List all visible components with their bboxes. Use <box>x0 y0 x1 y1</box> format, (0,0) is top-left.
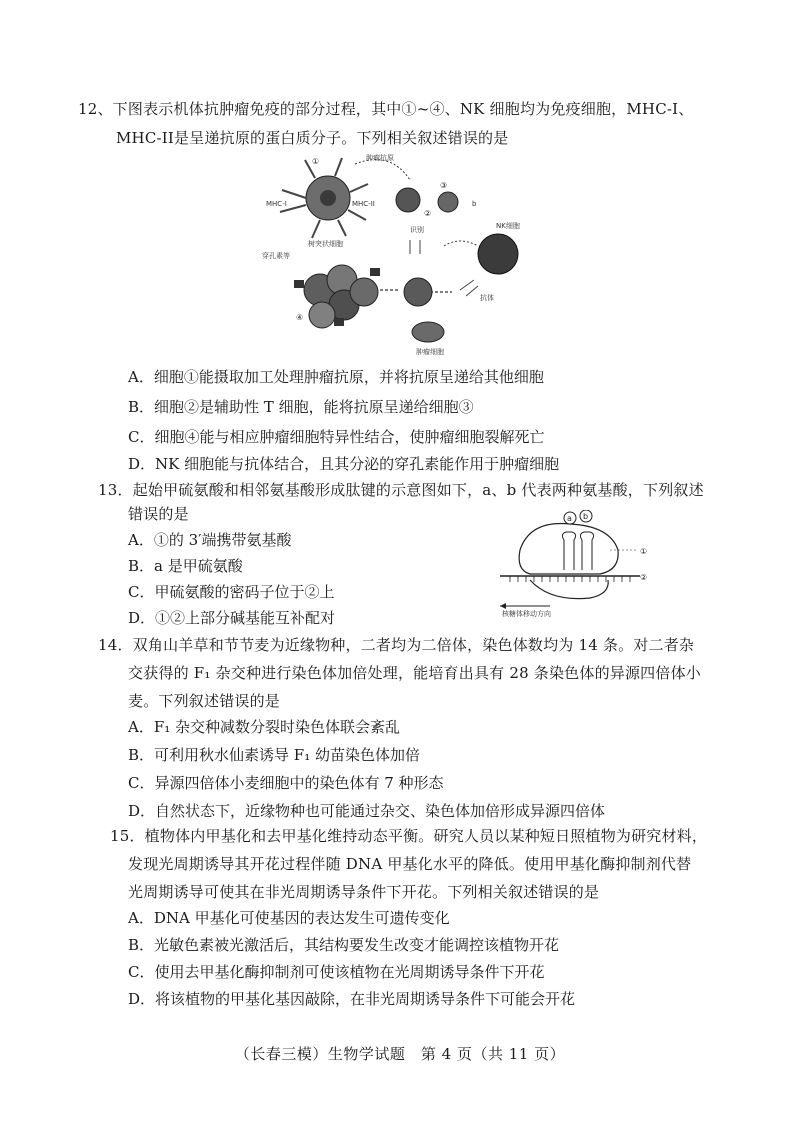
q12-stem-line2: MHC-II是呈递抗原的蛋白质分子。下列相关叙述错误的是 <box>116 129 509 147</box>
nk-cell <box>478 234 518 274</box>
q15-stem-line1: 15．植物体内甲基化和去甲基化维持动态平衡。研究人员以某种短日照植物为研究材料， <box>110 827 708 845</box>
label-recog: 识别 <box>410 226 424 234</box>
ribosome-large <box>519 524 618 574</box>
fig-label-direction: 核糖体移动方向 <box>502 610 551 618</box>
label-nk: NK细胞 <box>496 222 520 230</box>
q12-option-a: A．细胞①能摄取加工处理肿瘤抗原，并将抗原呈递给其他细胞 <box>128 368 544 386</box>
q12-option-b: B．细胞②是辅助性 T 细胞，能将抗原呈递给细胞③ <box>128 398 474 416</box>
fig-label-b: b <box>583 512 589 521</box>
dendritic-cell <box>280 158 368 238</box>
label-dendritic: 树突状细胞 <box>308 240 343 248</box>
q15-stem-line3: 光周期诱导可使其在非光周期诱导条件下开花。下列相关叙述错误的是 <box>128 883 600 901</box>
label-b: b <box>472 200 477 208</box>
q14-stem-line2: 交获得的 F₁ 杂交种进行染色体加倍处理，能培育出具有 28 条染色体的异源四倍体小 <box>128 664 701 682</box>
label-c3: ③ <box>440 181 448 190</box>
q14-stem-line3: 麦。下列叙述错误的是 <box>128 692 281 710</box>
q13-option-b: B．a 是甲硫氨酸 <box>128 557 243 575</box>
fig-label-a: a <box>567 514 572 523</box>
q15-stem-line2: 发现光周期诱导其开花过程伴随 DNA 甲基化水平的降低。使用甲基化酶抑制剂代替 <box>128 855 692 873</box>
label-mhc1: MHC-I <box>266 200 287 208</box>
q13-option-a: A．①的 3′端携带氨基酸 <box>128 531 292 549</box>
q14-option-d: D．自然状态下，近缘物种也可能通过杂交、染色体加倍形成异源四倍体 <box>128 802 606 820</box>
q14-option-b: B．可利用秋水仙素诱导 F₁ 幼苗染色体加倍 <box>128 746 420 764</box>
tumor-cell <box>412 322 444 342</box>
trna-2 <box>580 532 593 570</box>
label-cytokine: 穿孔素等 <box>262 252 290 260</box>
label-mhc2: MHC-II <box>352 200 375 208</box>
label-tumor-cell: 肿瘤细胞 <box>416 348 444 356</box>
q14-option-a: A．F₁ 杂交种减数分裂时染色体联会紊乱 <box>128 718 401 736</box>
plasma-cell <box>404 278 432 306</box>
fig-label-m2: ② <box>640 573 648 582</box>
q12-immune-figure <box>260 150 540 360</box>
fig-label-m1: ① <box>640 547 648 556</box>
q15-option-a: A．DNA 甲基化可使基因的表达发生可遗传变化 <box>128 909 450 927</box>
label-c4: ④ <box>296 313 304 322</box>
q12-option-d: D．NK 细胞能与抗体结合，且其分泌的穿孔素能作用于肿瘤细胞 <box>128 455 560 473</box>
q15-option-d: D．将该植物的甲基化基因敲除，在非光周期诱导条件下可能会开花 <box>128 990 576 1008</box>
label-tumor-antigen: 肿瘤抗原 <box>366 154 394 162</box>
q12-option-c: C．细胞④能与相应肿瘤细胞特异性结合，使肿瘤细胞裂解死亡 <box>128 428 545 446</box>
cell-2 <box>396 188 420 212</box>
ribosome-small <box>530 580 608 599</box>
q12-stem-line1: 12、下图表示机体抗肿瘤免疫的部分过程，其中①~④、NK 细胞均为免疫细胞，MHC-I、 <box>78 100 694 118</box>
label-antibody: 抗体 <box>480 294 494 302</box>
q14-stem-line1: 14．双角山羊草和节节麦为近缘物种，二者均为二倍体，染色体数均为 14 条。对二者杂 <box>98 636 695 654</box>
q13-ribosome-figure <box>490 510 670 620</box>
page-footer: （长春三模）生物学试题 第 4 页（共 11 页） <box>234 1045 566 1063</box>
q13-option-c: C．甲硫氨酸的密码子位于②上 <box>128 583 335 601</box>
q14-option-c: C．异源四倍体小麦细胞中的染色体有 7 种形态 <box>128 774 444 792</box>
q13-stem-line2: 错误的是 <box>128 505 189 523</box>
label-c2: ② <box>424 209 432 218</box>
trna-1 <box>562 532 575 570</box>
q15-option-b: B．光敏色素被光激活后，其结构要发生改变才能调控该植物开花 <box>128 936 560 954</box>
label-c1: ① <box>312 157 320 166</box>
q13-option-d: D．①②上部分碱基能互补配对 <box>128 609 336 627</box>
tumor-cluster <box>294 265 380 328</box>
q13-stem-line1: 13．起始甲硫氨酸和相邻氨基酸形成肽键的示意图如下，a、b 代表两种氨基酸，下列叙述 <box>98 481 704 499</box>
q15-option-c: C．使用去甲基化酶抑制剂可使该植物在光周期诱导条件下开花 <box>128 963 545 981</box>
cell-3 <box>438 192 458 212</box>
